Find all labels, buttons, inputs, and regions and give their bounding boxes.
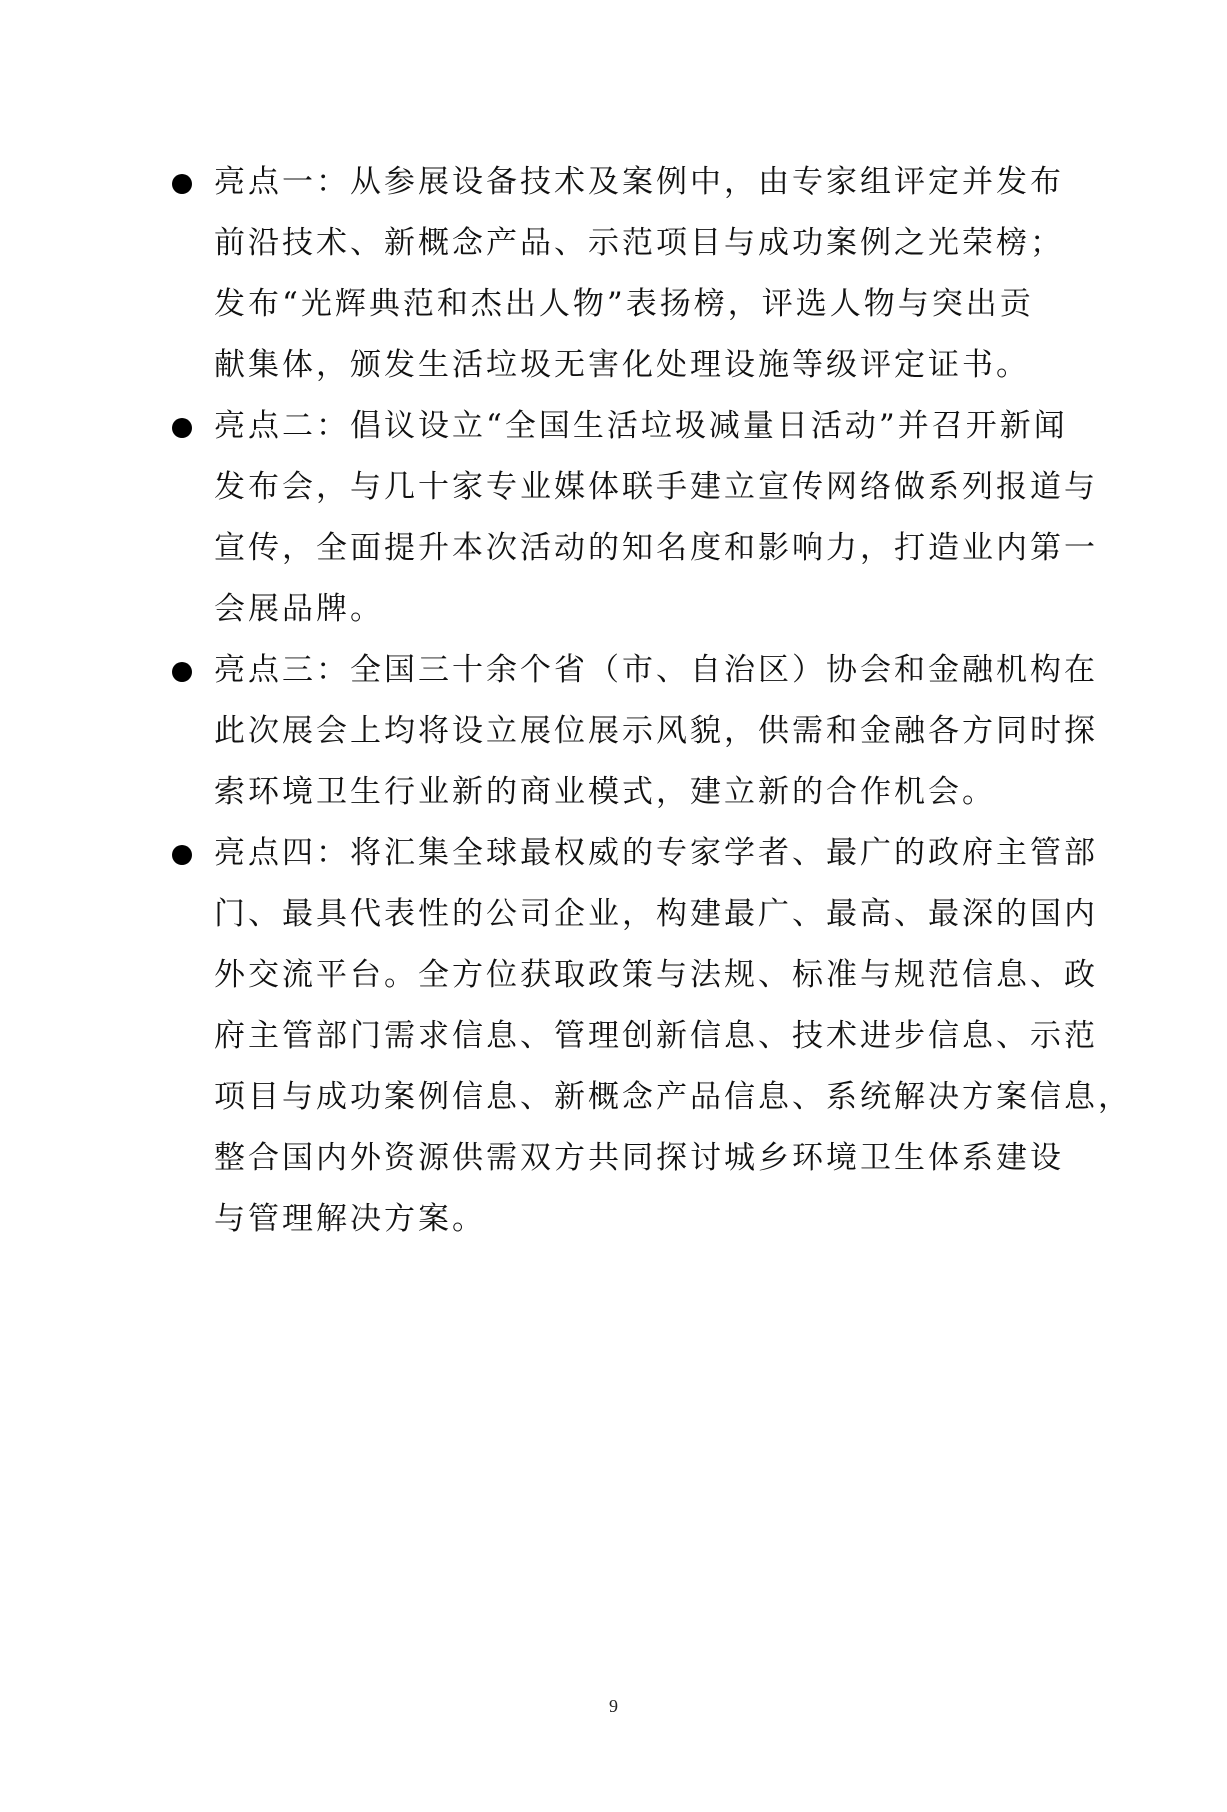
highlight-line: 亮点一：从参展设备技术及案例中，由专家组评定并发布 [214,164,1064,200]
highlight-item-4 [170,823,1130,1250]
highlight-line: 宣传，全面提升本次活动的知名度和影响力，打造业内第一 [214,530,1098,566]
highlights-list [170,152,1130,1250]
highlight-line: 与管理解决方案。 [214,1201,486,1237]
highlight-line: 发布会，与几十家专业媒体联手建立宣传网络做系列报道与 [214,469,1098,505]
bullet-dot-icon [172,418,192,438]
bullet-dot-icon [172,662,192,682]
highlight-line: 项目与成功案例信息、新概念产品信息、系统解决方案信息， [214,1079,1132,1115]
highlight-line: 索环境卫生行业新的商业模式，建立新的合作机会。 [214,774,996,810]
page-number: 9 [609,1696,618,1716]
highlight-item-2 [170,396,1130,640]
highlight-line: 亮点四：将汇集全球最权威的专家学者、最广的政府主管部 [214,835,1098,871]
highlight-item-1 [170,152,1130,396]
highlight-line: 外交流平台。全方位获取政策与法规、标准与规范信息、政 [214,957,1098,993]
highlight-line: 前沿技术、新概念产品、示范项目与成功案例之光荣榜； [214,225,1064,261]
highlight-line: 亮点二：倡议设立“全国生活垃圾减量日活动”并召开新闻 [214,408,1068,444]
bullet-dot-icon [172,845,192,865]
highlight-line: 门、最具代表性的公司企业，构建最广、最高、最深的国内 [214,896,1098,932]
highlight-line: 献集体，颁发生活垃圾无害化处理设施等级评定证书。 [214,347,1030,383]
highlight-line: 亮点三：全国三十余个省（市、自治区）协会和金融机构在 [214,652,1098,688]
highlight-line: 会展品牌。 [214,591,384,627]
highlight-item-3 [170,640,1130,823]
highlight-line: 整合国内外资源供需双方共同探讨城乡环境卫生体系建设 [214,1140,1064,1176]
bullet-dot-icon [172,174,192,194]
highlight-line: 府主管部门需求信息、管理创新信息、技术进步信息、示范 [214,1018,1098,1054]
highlight-line: 此次展会上均将设立展位展示风貌，供需和金融各方同时探 [214,713,1098,749]
highlight-line: 发布“光辉典范和杰出人物”表扬榜，评选人物与突出贡 [214,286,1034,322]
